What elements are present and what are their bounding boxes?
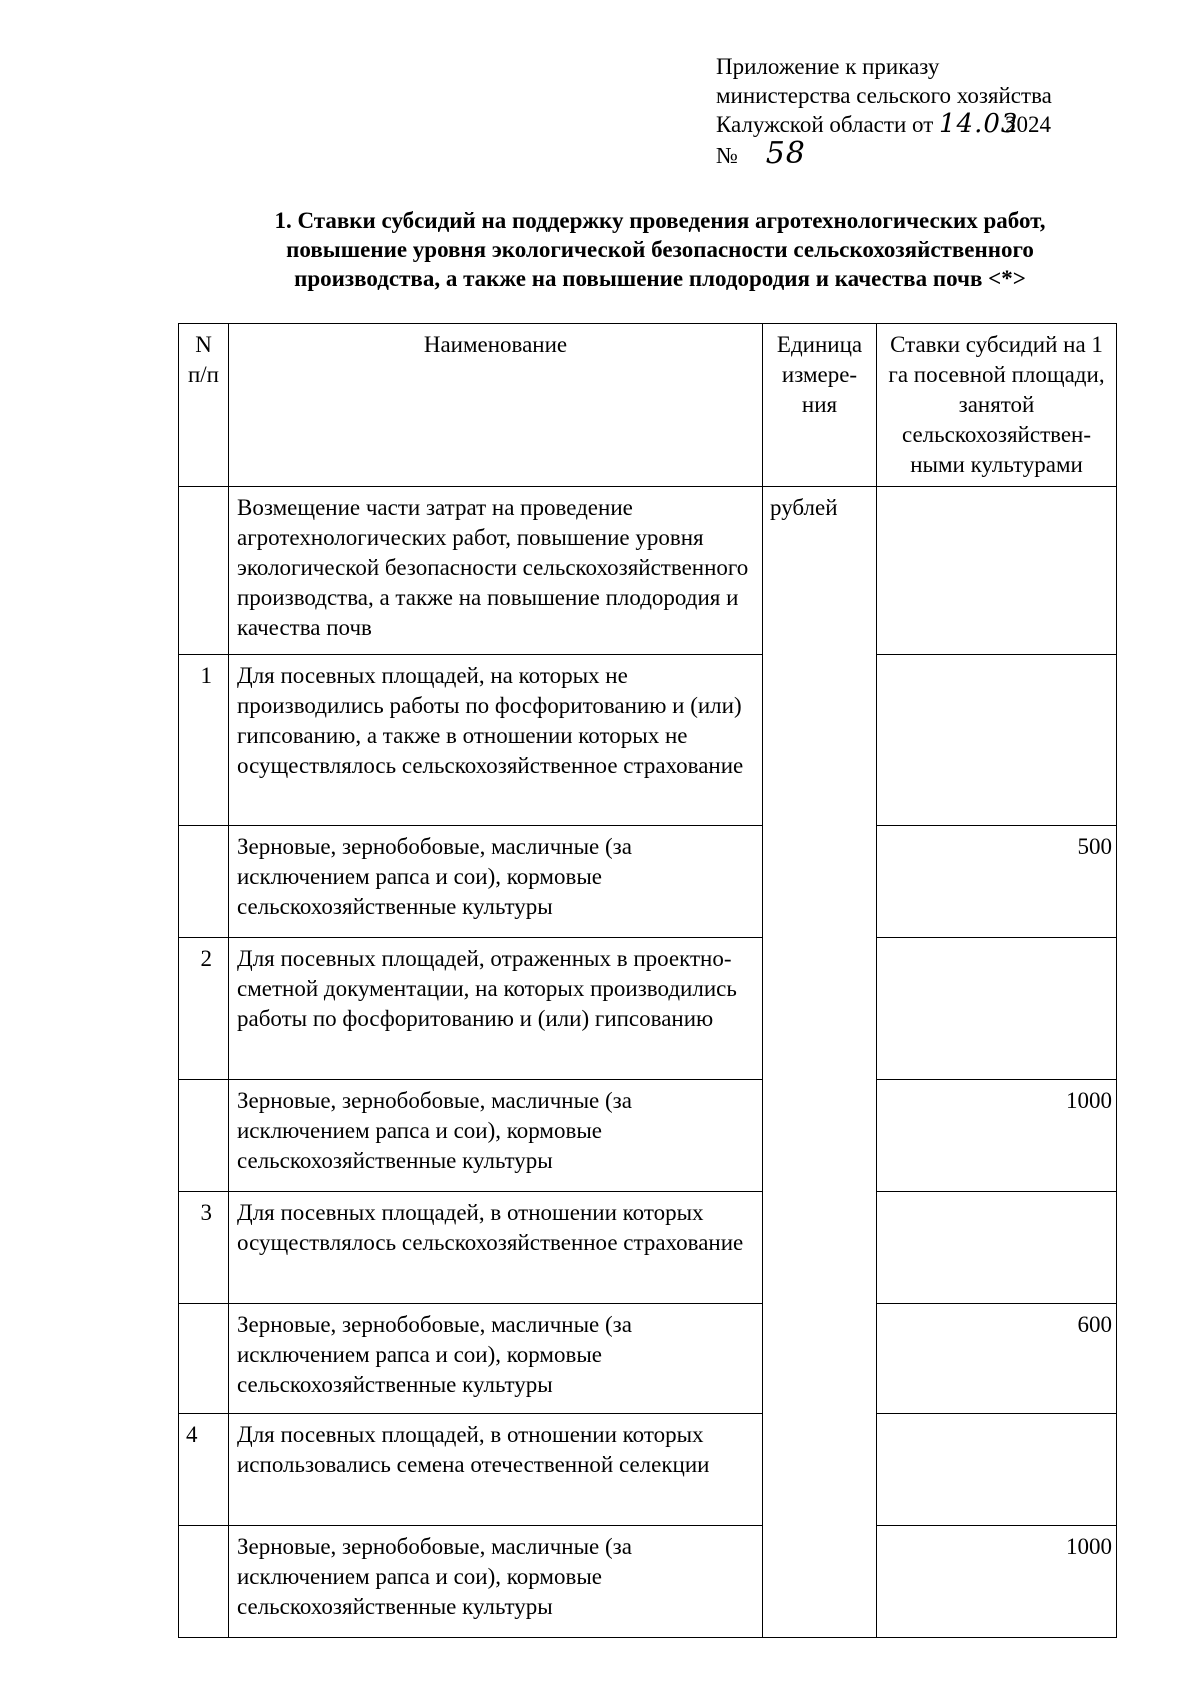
appendix-number-prefix: № (716, 143, 738, 168)
table-row (179, 1526, 1117, 1638)
row-number (179, 1526, 229, 1638)
row-name: Зерновые, зернобобовые, масличные (за исключением рапса и сои), кормовые сельскохозяйственные культуры (229, 1080, 763, 1192)
row-name: Зерновые, зернобобовые, масличные (за исключением рапса и сои), кормовые сельскохозяйственные культуры (229, 1526, 763, 1638)
appendix-line-1: Приложение к приказу (716, 54, 940, 79)
row-number (179, 1304, 229, 1414)
row-number: 1 (179, 655, 229, 826)
row-rate (877, 1192, 1117, 1304)
row-number (179, 1080, 229, 1192)
appendix-line-3 (716, 110, 1052, 139)
row-number (179, 826, 229, 938)
appendix-block (716, 52, 1052, 170)
row-rate: 600 (877, 1304, 1117, 1414)
table-row (179, 487, 1117, 655)
row-number: 3 (179, 1192, 229, 1304)
header-rate: Ставки субсидий на 1 га посевной площади, занятой сельскохозяйствен-ными культурами (877, 324, 1117, 487)
table-row (179, 1414, 1117, 1526)
row-rate: 1000 (877, 1080, 1117, 1192)
row-rate (877, 938, 1117, 1080)
handwritten-order-number: 58 (765, 136, 806, 171)
table-row (179, 938, 1117, 1080)
row-number (179, 487, 229, 655)
row-number: 4 (179, 1414, 229, 1526)
title-line-1: 1. Ставки субсидий на поддержку проведения агротехнологических работ, (274, 208, 1046, 233)
header-number: N п/п (179, 324, 229, 487)
row-rate: 1000 (877, 1526, 1117, 1638)
table-header-row (179, 324, 1117, 487)
appendix-date-prefix: Калужской области от (716, 112, 934, 137)
handwritten-date: 14.03 (939, 109, 1019, 139)
appendix-line-2: министерства сельского хозяйства (716, 83, 1052, 108)
table-row (179, 1192, 1117, 1304)
table-row (179, 1304, 1117, 1414)
unit-cell: рублей (763, 487, 877, 1638)
document-title (170, 206, 1150, 293)
table-row (179, 1080, 1117, 1192)
row-rate: 500 (877, 826, 1117, 938)
row-name: Зерновые, зернобобовые, масличные (за исключением рапса и сои), кормовые сельскохозяйственные культуры (229, 826, 763, 938)
row-name: Для посевных площадей, на которых не производились работы по фосфоритованию и (или) гипсованию, а также в отношении которых не осуществлялось сельскохозяйственное страхование (229, 655, 763, 826)
table-row (179, 655, 1117, 826)
row-name: Возмещение части затрат на проведение агротехнологических работ, повышение уровня экологической безопасности сельскохозяйственного производства, а также на повышение плодородия и качества почв (229, 487, 763, 655)
row-name: Зерновые, зернобобовые, масличные (за исключением рапса и сои), кормовые сельскохозяйственные культуры (229, 1304, 763, 1414)
header-unit: Единица измере-ния (763, 324, 877, 487)
appendix-year: 2024 (1005, 112, 1052, 137)
row-rate (877, 487, 1117, 655)
row-name: Для посевных площадей, в отношении которых использовались семена отечественной селекции (229, 1414, 763, 1526)
title-line-2: повышение уровня экологической безопасности сельскохозяйственного (286, 237, 1034, 262)
header-name: Наименование (229, 324, 763, 487)
row-rate (877, 655, 1117, 826)
table-row (179, 826, 1117, 938)
appendix-line-4 (716, 136, 1052, 171)
title-line-3: производства, а также на повышение плодородия и качества почв <*> (294, 266, 1026, 291)
subsidy-rates-table (178, 323, 1117, 1638)
row-name: Для посевных площадей, отраженных в проектно-сметной документации, на которых производились работы по фосфоритованию и (или) гипсованию (229, 938, 763, 1080)
row-rate (877, 1414, 1117, 1526)
row-name: Для посевных площадей, в отношении которых осуществлялось сельскохозяйственное страхование (229, 1192, 763, 1304)
row-number: 2 (179, 938, 229, 1080)
